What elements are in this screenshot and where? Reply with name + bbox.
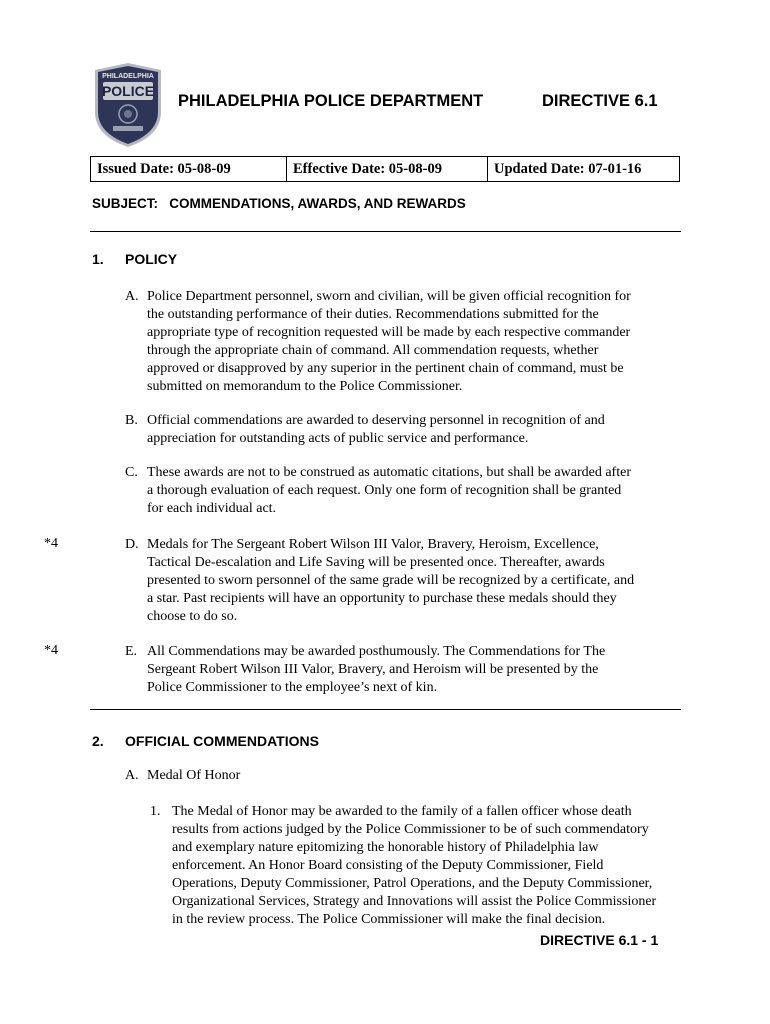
item-label: 1.: [150, 804, 161, 819]
department-title: PHILADELPHIA POLICE DEPARTMENT: [178, 92, 484, 110]
item-text: [147, 536, 634, 626]
page-footer: DIRECTIVE 6.1 - 1: [540, 932, 659, 948]
dates-table: [90, 156, 680, 182]
item-label: A.: [125, 289, 139, 304]
text-line: presented to sworn personnel of the same grade will be recognized by a certificate, and: [147, 573, 635, 588]
text-line: Organizational Services, Strategy and Innovations will assist the Police Commissioner: [172, 894, 657, 909]
text-line: Operations, Deputy Commissioner, Patrol Operations, and the Deputy Commissioner,: [172, 876, 653, 891]
divider: [90, 231, 681, 232]
text-line: appreciation for outstanding acts of public service and performance.: [147, 431, 529, 446]
text-line: Police Department personnel, sworn and civilian, will be given official recognition for: [147, 289, 631, 304]
text-line: Official commendations are awarded to deserving personnel in recognition of and: [147, 413, 605, 428]
item-label: D.: [125, 537, 139, 552]
text-line: through the appropriate chain of command. All commendation requests, whether: [147, 343, 599, 358]
text-line: choose to do so.: [147, 609, 238, 624]
text-line: approved or disapproved by any superior in the pertinent chain of command, must be: [147, 361, 624, 376]
text-line: the outstanding performance of their duties. Recommendations submitted for the: [147, 307, 599, 322]
text-line: submitted on memorandum to the Police Commissioner.: [147, 379, 463, 394]
badge-top-text: PHILADELPHIA: [102, 73, 154, 80]
item-label: A.: [125, 768, 139, 783]
text-line: Medals for The Sergeant Robert Wilson III Valor, Bravery, Heroism, Excellence,: [147, 537, 599, 552]
text-line: All Commendations may be awarded posthumously. The Commendations for The: [147, 644, 606, 659]
text-line: a star. Past recipients will have an opportunity to purchase these medals should they: [147, 591, 617, 606]
text-line: The Medal of Honor may be awarded to the family of a fallen officer whose death: [172, 804, 632, 819]
text-line: in the review process. The Police Commissioner will make the final decision.: [172, 912, 606, 927]
section-number: 1.: [92, 251, 104, 267]
text-line: results from actions judged by the Police Commissioner to be of such commendatory: [172, 822, 649, 837]
policy-item-a: [125, 288, 685, 396]
item-text: [147, 643, 605, 697]
text-line: enforcement. An Honor Board consisting of the Deputy Commissioner, Field: [172, 858, 604, 873]
text-line: Sergeant Robert Wilson III Valor, Bravery, and Heroism will be presented by the: [147, 662, 599, 677]
effective-date: Effective Date: 05-08-09: [286, 157, 487, 181]
police-badge-logo: [91, 62, 165, 148]
item-label: B.: [125, 413, 138, 428]
revision-marker: *4: [44, 536, 58, 551]
updated-date: Updated Date: 07-01-16: [487, 157, 679, 181]
item-label: C.: [125, 465, 138, 480]
item-text: [172, 803, 656, 929]
section-title: POLICY: [125, 251, 178, 267]
item-text: [147, 288, 631, 396]
text-line: for each individual act.: [147, 501, 277, 516]
section-number: 2.: [92, 733, 104, 749]
subject-line: SUBJECT: COMMENDATIONS, AWARDS, AND REWARDS: [92, 196, 466, 211]
policy-item-c: [125, 464, 685, 518]
policy-item-b: [125, 412, 685, 448]
directive-number: DIRECTIVE 6.1: [542, 92, 658, 110]
text-line: and exemplary nature epitomizing the honorable history of Philadelphia law: [172, 840, 599, 855]
subheading-text: Medal Of Honor: [147, 768, 241, 783]
text-line: a thorough evaluation of each request. Only one form of recognition shall be granted: [147, 483, 622, 498]
text-line: Tactical De-escalation and Life Saving will be presented once. Thereafter, awards: [147, 555, 605, 570]
policy-item-e: [125, 643, 685, 697]
divider: [90, 709, 681, 710]
section-title: OFFICIAL COMMENDATIONS: [125, 733, 319, 749]
text-line: appropriate type of recognition requested will be made by each respective commander: [147, 325, 631, 340]
text-line: These awards are not to be construed as automatic citations, but shall be awarded after: [147, 465, 631, 480]
issued-date: Issued Date: 05-08-09: [97, 161, 231, 177]
item-text: [147, 412, 605, 448]
badge-main-text: POLICE: [101, 83, 155, 99]
medal-of-honor-item-1: [150, 803, 700, 929]
subheading-medal-of-honor: [125, 767, 425, 785]
policy-item-d: [125, 536, 685, 626]
item-label: E.: [125, 644, 138, 659]
text-line: Police Commissioner to the employee’s next of kin.: [147, 680, 438, 695]
item-text: [147, 464, 631, 518]
revision-marker: *4: [44, 643, 58, 658]
